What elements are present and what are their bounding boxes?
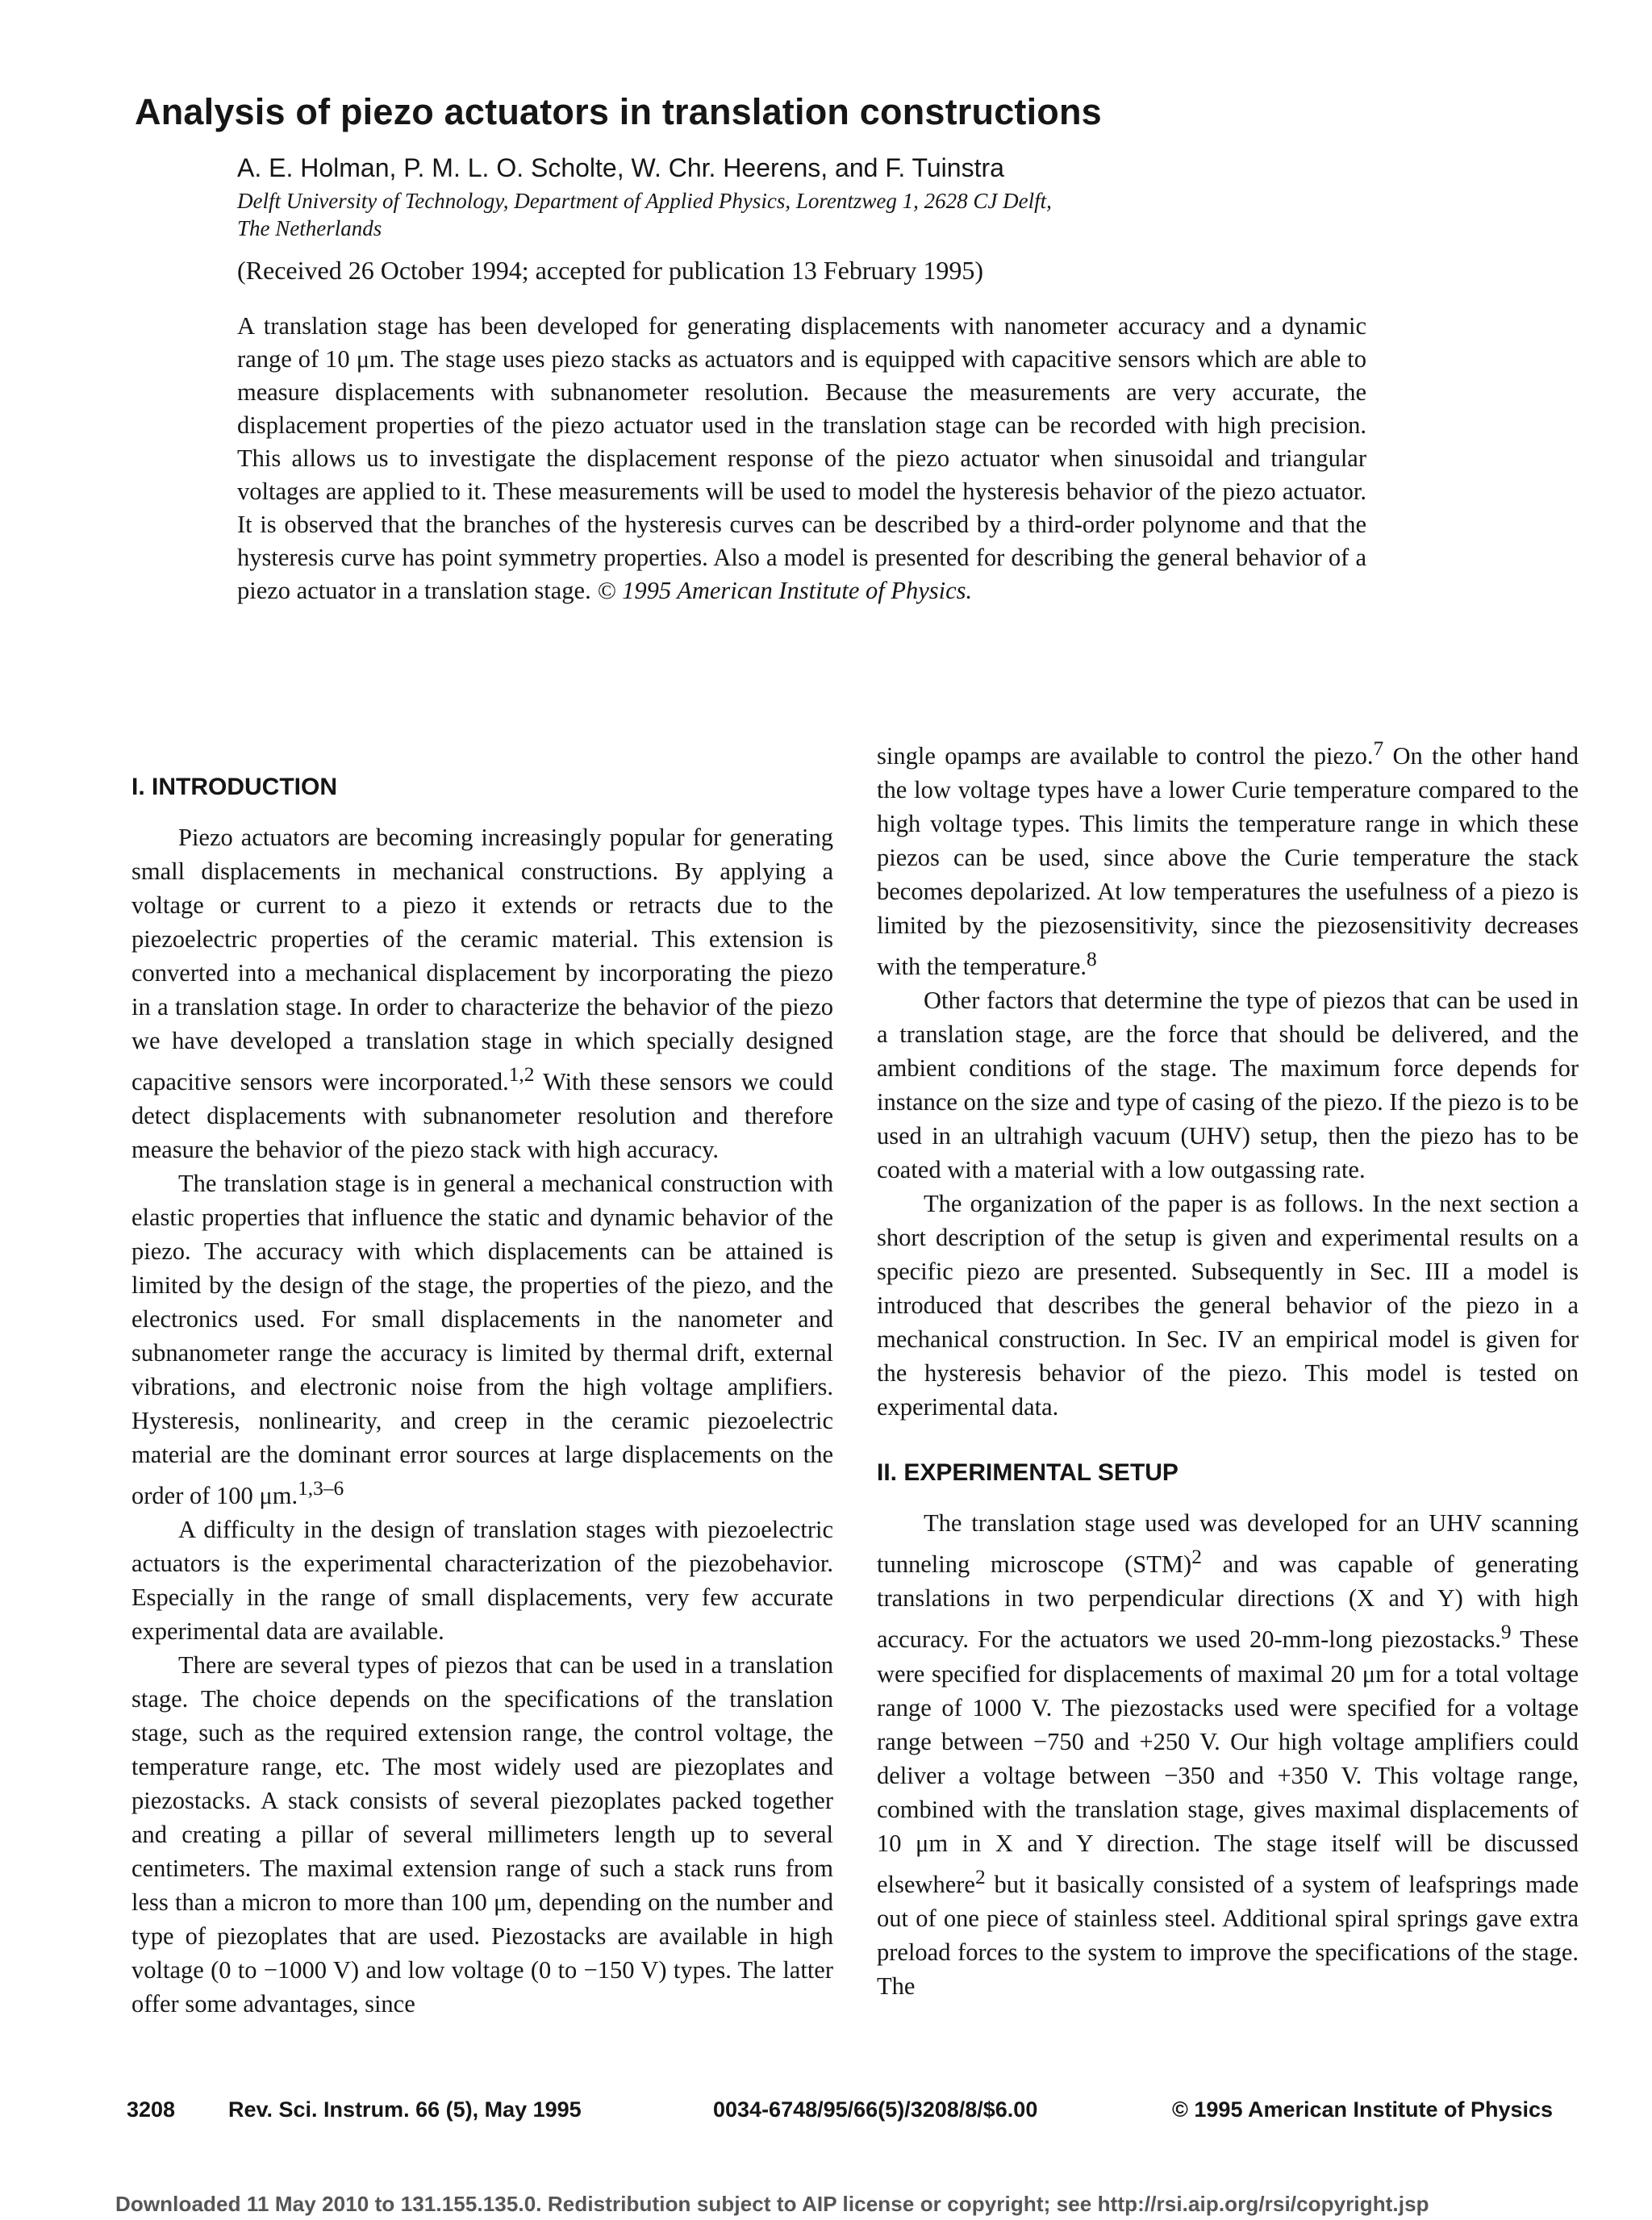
journal-citation: Rev. Sci. Instrum. 66 (5), May 1995 — [228, 2097, 582, 2122]
paragraph: single opamps are available to control the piezo.$^7$ On the other hand the low voltage types have a lower Curie temperature compared to the high voltage types. This limits the temperature range in which these piezos can be used, since above the Curie temperature the stack becomes depolarized. At low temperatures the usefulness of a piezo is limited by the piezosensitivity, since the piezosensitivity decreases with the temperature.$^8$ — [877, 737, 1579, 981]
citation: 1,2 — [508, 1063, 535, 1086]
section-heading-introduction: I. INTRODUCTION — [131, 774, 337, 800]
left-column — [131, 770, 833, 2021]
affiliation — [237, 187, 1431, 242]
footer-copyright: © 1995 American Institute of Physics — [1172, 2097, 1554, 2122]
citation: 2 — [1191, 1546, 1202, 1569]
paragraph: Piezo actuators are becoming increasingly popular for generating small displacements in mechanical constructions. By applying a voltage or current to a piezo it extends or retracts due to the piezoelectric properties of the ceramic material. This extension is converted into a mechanical displacement by incorporating the piezo in a translation stage. In order to characterize the behavior of the piezo we have developed a translation stage in which specially designed capacitive sensors were incorporated.$^{1,2}$ With these sensors we could detect displacements with subnanometer resolution and therefore measure the behavior of the piezo stack with high accuracy. — [131, 824, 833, 1164]
page-number: 3208 — [127, 2097, 176, 2122]
article-code: 0034-6748/95/66(5)/3208/8/$6.00 — [713, 2097, 1038, 2122]
paragraph: The organization of the paper is as follows. In the next section a short description of the setup is given and experimental results on a specific piezo are presented. Subsequently in Sec. III a model is introduced that describes the general behavior of the piezo in a mechanical construction. In Sec. IV an empirical model is given for the hysteresis behavior of the piezo. This model is tested on experimental data. — [877, 1190, 1579, 1421]
citation: 8 — [1087, 948, 1097, 971]
affiliation-line-1: Delft University of Technology, Department of Applied Physics, Lorentzweg 1, 2628 CJ Delft, — [237, 189, 1052, 213]
download-notice: Downloaded 11 May 2010 to 131.155.135.0. Redistribution subject to AIP license or copyright; see http://rsi.aip.org/rsi/copyright.jsp — [115, 2192, 1429, 2216]
paragraph: The translation stage used was developed for an UHV scanning tunneling microscope (STM)$^2$ and was capable of generating translations in two perpendicular directions (X and Y) with high accuracy. For the actuators we used 20-mm-long piezostacks.$^9$ These were specified for displacements of maximal 20 μm for a total voltage range of 1000 V. The piezostacks used were specified for a voltage range between −750 and +250 V. Our high voltage amplifiers could deliver a voltage between −350 and +350 V. This voltage range, combined with the translation stage, gives maximal displacements of 10 μm in X and Y direction. The stage itself will be discussed elsewhere$^2$ but it basically consisted of a system of leafsprings made out of one piece of stainless steel. Additional spiral springs gave extra preload forces to the system to improve the specifications of the stage. The — [877, 1509, 1579, 2000]
paragraph: Other factors that determine the type of piezos that can be used in a translation stage, are the force that should be delivered, and the ambient conditions of the stage. The maximum force depends for instance on the size and type of casing of the piezo. If the piezo is to be used in an ultrahigh vacuum (UHV) setup, then the piezo has to be coated with a material with a low outgassing rate. — [877, 987, 1579, 1184]
citation: 7 — [1373, 737, 1384, 760]
section-heading-experimental-setup: II. EXPERIMENTAL SETUP — [877, 1459, 1179, 1487]
paragraph: There are several types of piezos that can be used in a translation stage. The choice depends on the specifications of the translation stage, such as the required extension range, the control voltage, the temperature range, etc. The most widely used are piezoplates and piezostacks. A stack consists of several piezoplates packed together and creating a pillar of several millimeters length up to several centimeters. The maximal extension range of such a stack runs from less than a micron to more than 100 μm, depending on the number and type of piezoplates that are used. Piezostacks are available in high voltage (0 to −1000 V) and low voltage (0 to −150 V) types. The latter offer some advantages, since — [131, 1651, 833, 2018]
affiliation-line-2: The Netherlands — [237, 216, 382, 240]
right-column — [877, 732, 1579, 2003]
abstract — [237, 310, 1366, 607]
paper-title: Analysis of piezo actuators in translation constructions — [135, 91, 1102, 132]
citation: 2 — [974, 1865, 986, 1888]
abstract-text: A translation stage has been developed for generating displacements with nanometer accuracy and a dynamic range of 10 μm. The stage uses piezo stacks as actuators and is equipped with capacitive sensors which are able to measure displacements with subnanometer resolution. Because the measurements are very accurate, the displacement properties of the piezo actuator used in the translation stage can be recorded with high precision. This allows us to investigate the displacement response of the piezo actuator when sinusoidal and triangular voltages are applied to it. These measurements will be used to model the hysteresis behavior of the piezo actuator. It is observed that the branches of the hysteresis curves can be described by a third-order polynome and that the hysteresis curve has point symmetry properties. Also a model is presented for describing the general behavior of a piezo actuator in a translation stage. — [237, 312, 1366, 604]
citation: 1,3–6 — [298, 1477, 344, 1500]
received-dates: (Received 26 October 1994; accepted for publication 13 February 1995) — [237, 256, 984, 285]
paragraph: A difficulty in the design of translation stages with piezoelectric actuators is the experimental characterization of the piezobehavior. Especially in the range of small displacements, very few accurate experimental data are available. — [131, 1516, 833, 1646]
page-footer — [127, 2097, 1579, 2130]
abstract-copyright: © 1995 American Institute of Physics. — [597, 577, 973, 604]
citation: 9 — [1500, 1621, 1512, 1644]
author-list: A. E. Holman, P. M. L. O. Scholte, W. Chr. Heerens, and F. Tuinstra — [237, 153, 1004, 182]
paragraph: The translation stage is in general a mechanical construction with elastic properties that influence the static and dynamic behavior of the piezo. The accuracy with which displacements can be attained is limited by the design of the stage, the properties of the piezo, and the electronics used. For small displacements in the nanometer and subnanometer range the accuracy is limited by thermal drift, external vibrations, and electronic noise from the high voltage amplifiers. Hysteresis, nonlinearity, and creep in the ceramic piezoelectric material are the dominant error sources at large displacements on the order of 100 μm.$^{1,3-6}$ — [131, 1170, 833, 1510]
